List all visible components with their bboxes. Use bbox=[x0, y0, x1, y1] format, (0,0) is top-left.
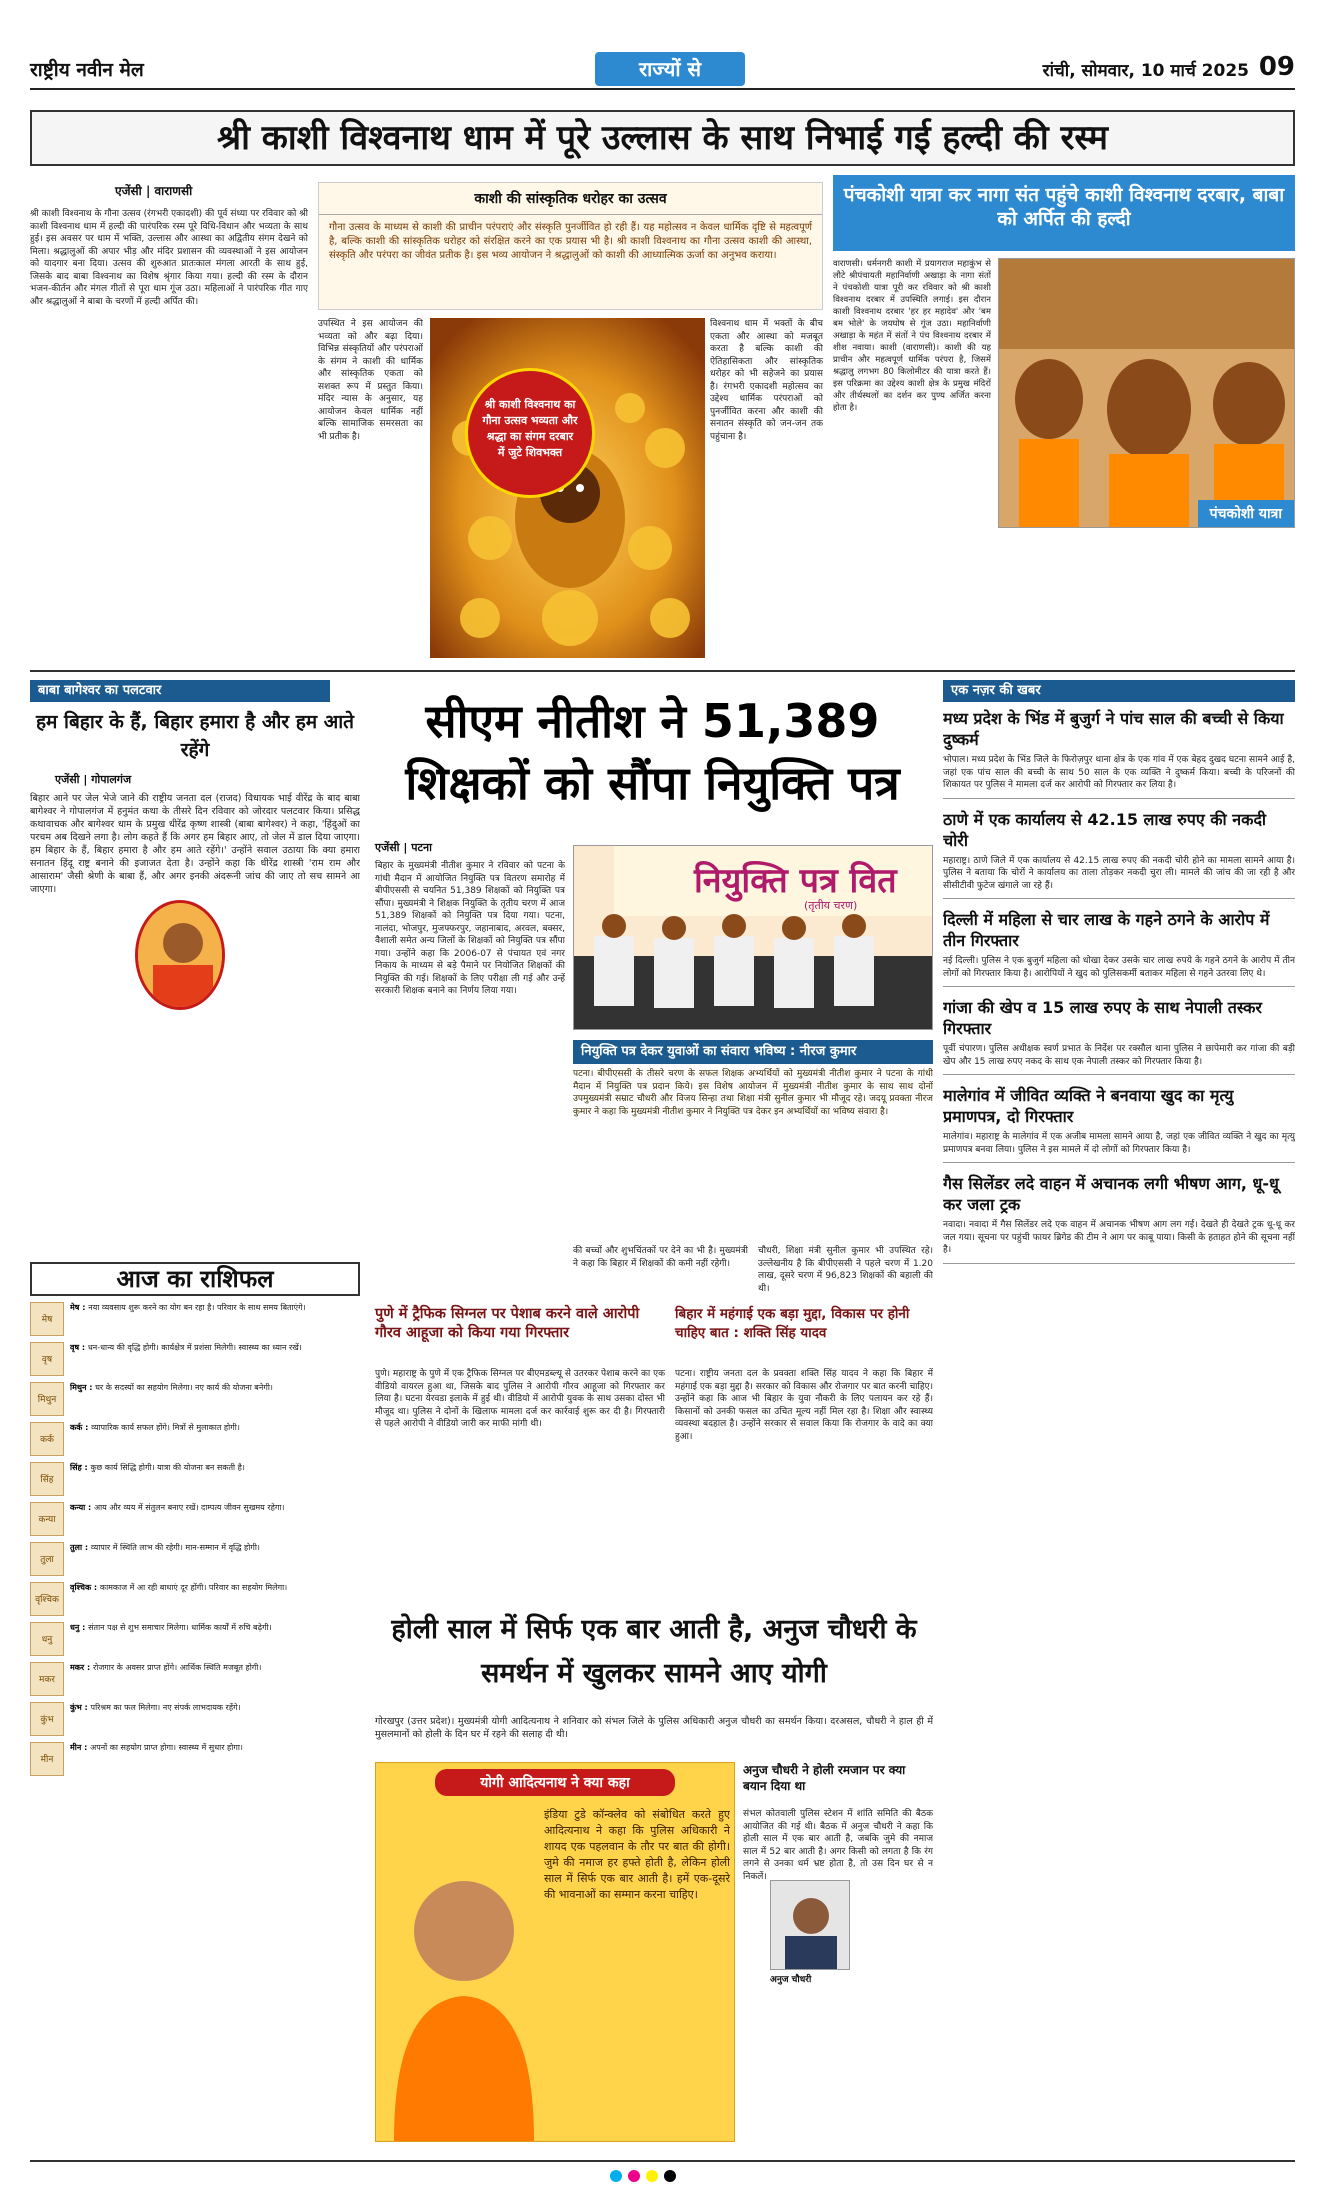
rashifal-sign-text: नया व्यवसाय शुरू करने का योग बन रहा है। परिवार के साथ समय बिताएंगे। bbox=[88, 1303, 306, 1312]
rashifal-item bbox=[30, 1742, 360, 1776]
registration-marks bbox=[610, 2170, 676, 2182]
rashifal-sign-name: कुंभ : bbox=[70, 1703, 91, 1712]
zodiac-icon: मीन bbox=[30, 1742, 64, 1776]
rashifal-sign-text: परिश्रम का फल मिलेगा। नए संपर्क लाभदायक रहेंगे। bbox=[90, 1703, 241, 1712]
rashifal-text bbox=[70, 1582, 287, 1616]
rashifal-text bbox=[70, 1502, 284, 1536]
lead-body-col2: उपस्थित ने इस आयोजन की भव्यता को और बढ़ा दिया। विभिन्न संस्कृतियों और परंपराओं के संगम ने काशी की धार्मिक और सांस्कृतिक एकता को सशक्त रूप में प्रस्तुत किया। मंदिर न्यास के अनुसार, यह आयोजन केवल धार्मिक नहीं बल्कि सामाजिक समरसता का भी प्रतीक है। bbox=[318, 319, 423, 442]
ek-nazar-label: एक नज़र की खबर bbox=[943, 680, 1295, 702]
rashifal-sign-name: मिथुन : bbox=[70, 1383, 96, 1392]
zodiac-icon: मेष bbox=[30, 1302, 64, 1336]
ek-nazar-list bbox=[943, 708, 1295, 2148]
news-brief bbox=[943, 1173, 1295, 1264]
rashifal-item bbox=[30, 1582, 360, 1616]
rashifal-text bbox=[70, 1702, 241, 1736]
rashifal-text bbox=[70, 1662, 261, 1696]
culture-box bbox=[318, 182, 823, 310]
rashifal-text bbox=[70, 1542, 260, 1576]
news-brief-headline: गैस सिलेंडर लदे वाहन में अचानक लगी भीषण आग, धू-धू कर जला ट्रक bbox=[943, 1174, 1279, 1214]
anuj-photo bbox=[770, 1880, 850, 1970]
rashifal-text bbox=[70, 1382, 273, 1416]
holi-intro: गोरखपुर (उत्तर प्रदेश)। मुख्यमंत्री योगी आदित्यनाथ ने शनिवार को संभल जिले के पुलिस अधिकारी अनुज चौधरी का समर्थन किया। दरअसल, चौधरी ने हाल ही में मुसलमानों को होली के दिन घर में रहने की सलाह दी थी। bbox=[375, 1716, 933, 1740]
rashifal-title: आज का राशिफल bbox=[30, 1262, 360, 1296]
yogi-label: योगी आदित्यनाथ ने क्या कहा bbox=[435, 1769, 675, 1796]
zodiac-icon: धनु bbox=[30, 1622, 64, 1656]
yogi-photo bbox=[384, 1821, 544, 2141]
rashifal-sign-text: संतान पक्ष से शुभ समाचार मिलेगा। धार्मिक कार्यों में रुचि बढ़ेगी। bbox=[88, 1623, 272, 1632]
news-brief bbox=[943, 1085, 1295, 1163]
rashifal-sign-text: रोजगार के अवसर प्राप्त होंगे। आर्थिक स्थिति मजबूत होगी। bbox=[92, 1663, 262, 1672]
pune-headline: पुणे में ट्रैफिक सिग्नल पर पेशाब करने वाले आरोपी गौरव आहूजा को किया गया गिरफ्तार bbox=[375, 1306, 640, 1341]
zodiac-icon: कुंभ bbox=[30, 1702, 64, 1736]
news-brief-text: भोपाल। मध्य प्रदेश के भिंड जिले के फिरोज़पुर थाना क्षेत्र के एक गांव में एक बेहद दुखद घटना सामने आई है, जहां एक पांच साल की बच्ची के साथ 50 साल के एक व्यक्ति ने दुष्कर्म किया। बच्ची के परिजनों की शिकायत पर पुलिस ने मामला दर्ज कर आरोपी को गिरफ्तार कर लिया है। bbox=[943, 755, 1295, 790]
haldi-ceremony-image bbox=[430, 318, 705, 658]
news-brief-text: मालेगांव। महाराष्ट्र के मालेगांव में एक अजीब मामला सामने आया है, जहां एक जीवित व्यक्ति ने खुद का मृत्यु प्रमाणपत्र बनवा लिया। पुलिस ने इस मामले में दो लोगों को गिरफ्तार किया है। bbox=[943, 1132, 1295, 1155]
rashifal-text bbox=[70, 1462, 245, 1496]
nitish-headline-text: सीएम नीतीश ने 51,389 शिक्षकों को सौंपा नियुक्ति पत्र bbox=[405, 694, 900, 810]
zodiac-icon: कन्या bbox=[30, 1502, 64, 1536]
rashifal-text bbox=[70, 1302, 306, 1336]
yogi-text: इंडिया टुडे कॉन्क्लेव को संबोधित करते हुए आदित्यनाथ ने कहा कि पुलिस अधिकारी ने शायद एक पहलवान के तौर पर बात की होगी। जुमे की नमाज हर हफ्ते होती है, लेकिन होली साल में सिर्फ एक बार आती है। हमें एक-दूसरे की भावनाओं का सम्मान करना चाहिए। bbox=[544, 1808, 730, 1901]
rashifal-item bbox=[30, 1502, 360, 1536]
rashifal-sign-name: कन्या : bbox=[70, 1503, 94, 1512]
rashifal-item bbox=[30, 1382, 360, 1416]
bageshwar-label: बाबा बागेश्वर का पलटवार bbox=[30, 680, 330, 702]
nitish-photo bbox=[573, 845, 933, 1030]
rashifal-item bbox=[30, 1542, 360, 1576]
lead-byline: एजेंसी | वाराणसी bbox=[115, 184, 193, 198]
zodiac-icon: वृश्चिक bbox=[30, 1582, 64, 1616]
rashifal-item bbox=[30, 1462, 360, 1496]
news-brief bbox=[943, 809, 1295, 900]
news-brief bbox=[943, 708, 1295, 799]
banner-text: नियुक्ति पत्र वित bbox=[694, 861, 897, 901]
rashifal-sign-text: व्यापार में स्थिति लाभ की रहेगी। मान-सम्मान में वृद्धि होगी। bbox=[90, 1543, 260, 1552]
issue-date: रांची, सोमवार, 10 मार्च 2025 bbox=[1042, 61, 1249, 81]
rashifal-item bbox=[30, 1702, 360, 1736]
rashifal-item bbox=[30, 1302, 360, 1336]
news-brief-headline: मालेगांव में जीवित व्यक्ति ने बनवाया खुद का मृत्यु प्रमाणपत्र, दो गिरफ्तार bbox=[943, 1086, 1234, 1126]
news-brief-text: नई दिल्ली। पुलिस ने एक बुजुर्ग महिला को धोखा देकर उसके चार लाख रुपये के गहने ठगने के आरोप में तीन लोगों को गिरफ्तार किया है। आरोपियों ने खुद को पुलिसकर्मी बताकर महिला से गहने उतरवा लिए थे। bbox=[943, 956, 1295, 979]
page-number: 09 bbox=[1258, 52, 1295, 82]
zodiac-icon: कर्क bbox=[30, 1422, 64, 1456]
nitish-headline bbox=[375, 690, 930, 820]
lead-body-col3: विश्वनाथ धाम में भक्तों के बीच एकता और आस्था को मजबूत करता है बल्कि काशी की ऐतिहासिकता और सांस्कृतिक धरोहर को भी सहेजने का प्रयास है। रंगभरी एकादशी महोत्सव का उद्देश्य धार्मिक परंपराओं को पुनर्जीवित करना और काशी की सनातन संस्कृति को जन-जन तक पहुंचाना है। bbox=[710, 319, 823, 442]
rashifal-sign-name: वृष : bbox=[70, 1343, 88, 1352]
rashifal-list bbox=[30, 1302, 360, 2152]
rashifal-sign-name: वृश्चिक : bbox=[70, 1583, 100, 1592]
rashifal-sign-name: मकर : bbox=[70, 1663, 93, 1672]
panchkoshi-text: वाराणसी। धर्मनगरी काशी में प्रयागराज महाकुंभ से लौटे श्रीपंचायती महानिर्वाणी अखाड़ा के नागा संतों ने पंचकोशी यात्रा पूरी कर रविवार को श्री काशी विश्वनाथ दरबार में उपस्थिति लगाई। इस दौरान काशी विश्वनाथ दरबार 'हर हर महादेव' और 'बम बम भोले' के जयघोष से गूंज उठा। महानिर्वाणी अखाड़ा के महंत में संतों ने पंच विश्वनाथ दरबार में शीश नवाया। काशी (वाराणसी)। काशी की यह प्राचीन और महत्वपूर्ण धार्मिक परंपरा है, जिसमें श्रद्धालु लगभग 80 किलोमीटर की यात्रा करते हैं। इस परिक्रमा का उद्देश्य काशी क्षेत्र के प्रमुख मंदिरों और तीर्थस्थलों का दर्शन कर पुण्य अर्जित करना होता है। bbox=[833, 259, 991, 413]
rashifal-text bbox=[70, 1422, 240, 1456]
nitish-byline: एजेंसी | पटना bbox=[375, 841, 432, 854]
rashifal-sign-text: आय और व्यय में संतुलन बनाए रखें। दाम्पत्य जीवन सुखमय रहेगा। bbox=[94, 1503, 285, 1512]
bageshwar-photo bbox=[135, 900, 225, 1010]
brand-logo: राष्ट्रीय नवीन मेल bbox=[30, 59, 144, 81]
rashifal-sign-name: धनु : bbox=[70, 1623, 89, 1632]
news-brief-headline: दिल्ली में महिला से चार लाख के गहने ठगने के आरोप में तीन गिरफ्तार bbox=[943, 910, 1270, 950]
bageshwar-text: बिहार आने पर जेल भेजे जाने की राष्ट्रीय जनता दल (राजद) विधायक भाई वीरेंद्र के बाद बाबा बागेश्वर ने गोपालगंज में हनुमंत कथा के तीसरे दिन रविवार को जोरदार पलटवार किया। प्रसिद्ध कथावाचक और बागेश्वर धाम के प्रमुख धीरेंद्र कृष्ण शास्त्री (बाबा बागेश्वर) ने कहा, 'हिंदुओं का परचम अब दिखने लगा है। लोग कहते हैं कि अगर हम बिहार आए, तो जेल में डाल दिया जाएगा। हम बिहार के हैं, बिहार हमारा है और हम आते रहेंगे।' उन्होंने सवाल उठाया कि क्या हमारा सनातन हिंदू राष्ट्र बनाने की इजाजत देता है। उन्होंने कहा कि धीरेंद्र शास्त्री 'राम राम और आसाराम' जैसी श्रेणी के बाबा हैं, और अगर इनकी अंदरूनी जांच की जाए तो सच सामने आ जाएगा। bbox=[30, 793, 360, 895]
rashifal-item bbox=[30, 1622, 360, 1656]
yogi-box bbox=[375, 1762, 735, 2142]
rashifal-item bbox=[30, 1662, 360, 1696]
rashifal-item bbox=[30, 1342, 360, 1376]
nitish-col-right: चौधरी, शिक्षा मंत्री सुनील कुमार भी उपस्थित रहे। उल्लेखनीय है कि बीपीएससी ने पहले चरण में 1.20 लाख, दूसरे चरण में 96,823 शिक्षकों की बहाली की थी। bbox=[758, 1246, 933, 1294]
masthead bbox=[30, 50, 1295, 90]
nitish-sub-text: पटना। बीपीएससी के तीसरे चरण के सफल शिक्षक अभ्यर्थियों को मुख्यमंत्री नीतीश कुमार ने पटना के गांधी मैदान में नियुक्ति पत्र प्रदान किये। इस विशेष आयोजन में मुख्यमंत्री नीतीश कुमार के साथ साथ दोनों उपमुख्यमंत्री सम्राट चौधरी और विजय सिन्हा तथा शिक्षा मंत्री सुनील कुमार भी मौजूद रहे। जदयू प्रवक्ता नीरज कुमार ने कहा कि मुख्यमंत्री नीतीश कुमार ने नियुक्ति पत्र देकर इन अभ्यर्थियों का भविष्य संवारा है। bbox=[573, 1069, 933, 1117]
anuj-caption: अनुज चौधरी bbox=[770, 1975, 812, 1985]
news-brief-text: पूर्वी चंपारण। पुलिस अधीक्षक स्वर्ण प्रभात के निर्देश पर रक्सौल थाना पुलिस ने छापेमारी कर गांजा की बड़ी खेप और 15 लाख रुपए नकद के साथ एक नेपाली तस्कर को गिरफ्तार किया है। bbox=[943, 1044, 1295, 1067]
zodiac-icon: वृष bbox=[30, 1342, 64, 1376]
rashifal-sign-text: घर के सदस्यों का सहयोग मिलेगा। नए कार्य की योजना बनेगी। bbox=[95, 1383, 273, 1392]
footer-rule bbox=[30, 2160, 1295, 2162]
rashifal-text bbox=[70, 1342, 302, 1376]
lead-body-col1: श्री काशी विश्वनाथ के गौना उत्सव (रंगभरी एकादशी) की पूर्व संध्या पर रविवार को श्री काशी विश्वनाथ धाम में हल्दी की पारंपरिक रस्म पूरे विधि-विधान और भव्यता के साथ हुई। इस अवसर पर धाम में भक्ति, उल्लास और आस्था का अद्वितीय संगम देखने को मिला। श्रद्धालुओं की अपार भीड़ और मंदिर प्रशासन की व्यवस्थाओं ने इस आयोजन को यादगार बना दिया। उत्सव की शुरुआत प्रातःकाल मंगला आरती के साथ हुई, जिसके बाद बाबा विश्वनाथ का विशेष श्रृंगार किया गया। हल्दी की रस्म के दौरान भजन-कीर्तन और मंगल गीतों से पूरा धाम गूंज उठा। महिलाओं ने पारंपरिक गीत गाए और श्रद्धालुओं ने बाबा के चरणों में हल्दी अर्पित की। bbox=[30, 209, 308, 307]
news-brief bbox=[943, 997, 1295, 1075]
lead-headline: श्री काशी विश्वनाथ धाम में पूरे उल्लास के साथ निभाई गई हल्दी की रस्म bbox=[30, 110, 1295, 166]
rashifal-item bbox=[30, 1422, 360, 1456]
culture-box-text: गौना उत्सव के माध्यम से काशी की प्राचीन परंपराएं और संस्कृति पुनर्जीवित हो रही हैं। यह महोत्सव न केवल धार्मिक दृष्टि से महत्वपूर्ण है, बल्कि काशी की सांस्कृतिक धरोहर को संरक्षित करने का एक प्रयास भी है। श्री काशी विश्वनाथ का गौना उत्सव काशी की आस्था, संस्कृति और परंपरा का जीवंत प्रतीक है। इस भव्य आयोजन ने श्रद्धालुओं को काशी की आध्यात्मिक ऊर्जा का अनुभव कराया। bbox=[329, 222, 812, 261]
rashifal-sign-name: मीन : bbox=[70, 1743, 91, 1752]
naga-sadhu-image bbox=[999, 259, 1295, 528]
zodiac-icon: मिथुन bbox=[30, 1382, 64, 1416]
rashifal-sign-name: मेष : bbox=[70, 1303, 89, 1312]
nitish-text: बिहार के मुख्यमंत्री नीतीश कुमार ने रविवार को पटना के गांधी मैदान में आयोजित नियुक्ति पत्र वितरण समारोह में बीपीएससी से चयनित 51,389 शिक्षकों को नियुक्ति पत्र सौंपा। मुख्यमंत्री ने शिक्षक नियुक्ति के तृतीय चरण में आज 51,389 शिक्षकों को नियुक्ति पत्र दिया गया। पटना, नालंदा, भोजपुर, मुजफ्फरपुर, जहानाबाद, अरवल, बक्सर, वैशाली समेत अन्य जिलों के शिक्षकों को नियुक्ति पत्र सौंपा गया। उन्होंने कहा कि 2006-07 से पंचायत एवं नगर निकाय के माध्यम से बड़े पैमाने पर नियोजित शिक्षकों की नियुक्ति की गई। शिक्षकों के लिए परीक्षा ली गई और उन्हें सरकारी शिक्षक बनाने का निर्णय लिया गया। bbox=[375, 861, 565, 996]
rashifal-sign-text: कामकाज में आ रही बाधाएं दूर होंगी। परिवार का सहयोग मिलेगा। bbox=[99, 1583, 288, 1592]
rashifal-sign-text: व्यापारिक कार्य सफल होंगे। मित्रों से मुलाकात होगी। bbox=[91, 1423, 240, 1432]
mehngai-text: पटना। राष्ट्रीय जनता दल के प्रवक्ता शक्ति सिंह यादव ने कहा कि बिहार में महंगाई एक बड़ा मुद्दा है। सरकार को विकास और रोजगार पर बात करनी चाहिए। उन्होंने कहा कि आज भी बिहार के युवा नौकरी के लिए पलायन कर रहे हैं। किसानों को उनकी फसल का उचित मूल्य नहीं मिल रहा है। शिक्षा और स्वास्थ्य व्यवस्था बदहाल है। उन्होंने सरकार से सवाल किया कि रोजगार के वादे का क्या हुआ। bbox=[675, 1369, 933, 1442]
panchkoshi-photo bbox=[998, 258, 1295, 528]
zodiac-icon: मकर bbox=[30, 1662, 64, 1696]
panchkoshi-headline: पंचकोशी यात्रा कर नागा संत पहुंचे काशी विश्वनाथ दरबार, बाबा को अर्पित की हल्दी bbox=[833, 175, 1295, 251]
news-brief-headline: मध्य प्रदेश के भिंड में बुजुर्ग ने पांच साल की बच्ची से किया दुष्कर्म bbox=[943, 709, 1284, 749]
zodiac-icon: तुला bbox=[30, 1542, 64, 1576]
pune-text: पुणे। महाराष्ट्र के पुणे में एक ट्रैफिक सिग्नल पर बीएमडब्ल्यू से उतरकर पेशाब करने का एक वीडियो वायरल हुआ था, जिसके बाद पुलिस ने आरोपी गौरव आहूजा को गिरफ्तार कर लिया है। घटना येरवडा इलाके में हुई थी। वीडियो में आरोपी युवक के साथ उसका दोस्त भी मौजूद था। पुलिस ने दोनों के खिलाफ मामला दर्ज कर कार्रवाई शुरू कर दी है। गिरफ्तारी से पहले आरोपी ने वीडियो जारी कर माफी मांगी थी। bbox=[375, 1369, 665, 1429]
panchkoshi-photo-label: पंचकोशी यात्रा bbox=[1198, 500, 1294, 527]
news-brief bbox=[943, 909, 1295, 987]
anuj-text: संभल कोतवाली पुलिस स्टेशन में शांति समिति की बैठक आयोजित की गई थी। बैठक में अनुज चौधरी ने कहा कि होली साल में एक बार आती है, जबकि जुमे की नमाज साल में 52 बार आती है। अगर किसी को लगता है कि रंग लगने से उनका धर्म भ्रष्ट होता है, तो उस दिन घर से न निकलें। bbox=[743, 1809, 933, 1882]
bageshwar-headline: हम बिहार के हैं, बिहार हमारा है और हम आते रहेंगे bbox=[35, 711, 355, 761]
rashifal-sign-name: कर्क : bbox=[70, 1423, 92, 1432]
rashifal-sign-name: तुला : bbox=[70, 1543, 91, 1552]
section-label: राज्यों से bbox=[595, 52, 745, 86]
news-brief-headline: गांजा की खेप व 15 लाख रुपए के साथ नेपाली तस्कर गिरफ्तार bbox=[943, 998, 1262, 1038]
rashifal-sign-text: अपनों का सहयोग प्राप्त होगा। स्वास्थ्य में सुधार होगा। bbox=[90, 1743, 243, 1752]
news-brief-text: नवादा। नवादा में गैस सिलेंडर लदे एक वाहन में अचानक भीषण आग लग गई। देखते ही देखते ट्रक धू-धू कर जल गया। सूचना पर पहुंची फायर ब्रिगेड की टीम ने आग पर काबू पाया। किसी के हताहत होने की सूचना नहीं है। bbox=[943, 1220, 1295, 1255]
bageshwar-byline: एजेंसी | गोपालगंज bbox=[55, 773, 132, 786]
news-brief-headline: ठाणे में एक कार्यालय से 42.15 लाख रुपए की नकदी चोरी bbox=[943, 809, 1267, 850]
rashifal-text bbox=[70, 1622, 272, 1656]
section-divider bbox=[30, 670, 1295, 672]
nitish-sub-headline: नियुक्ति पत्र देकर युवाओं का संवारा भविष्य : नीरज कुमार bbox=[573, 1040, 933, 1064]
zodiac-icon: सिंह bbox=[30, 1462, 64, 1496]
lead-photo bbox=[430, 318, 705, 658]
banner-sub: (तृतीय चरण) bbox=[804, 899, 858, 912]
holi-headline: होली साल में सिर्फ एक बार आती है, अनुज चौधरी के समर्थन में खुलकर सामने आए योगी bbox=[391, 1614, 917, 1689]
rashifal-sign-name: सिंह : bbox=[70, 1463, 91, 1472]
mehngai-headline: बिहार में महंगाई एक बड़ा मुद्दा, विकास पर होनी चाहिए बात : शक्ति सिंह यादव bbox=[675, 1306, 910, 1341]
rashifal-sign-text: कुछ कार्य सिद्धि होगी। यात्रा की योजना बन सकती है। bbox=[90, 1463, 245, 1472]
culture-box-title: काशी की सांस्कृतिक धरोहर का उत्सव bbox=[319, 183, 822, 215]
rashifal-text bbox=[70, 1742, 243, 1776]
lead-photo-caption: श्री काशी विश्वनाथ का गौना उत्सव भव्यता और श्रद्धा का संगम दरबार में जुटे शिवभक्त bbox=[465, 368, 595, 498]
anuj-headline: अनुज चौधरी ने होली रमजान पर क्या बयान दिया था bbox=[743, 1763, 906, 1793]
nitish-col-left: की बच्चों और शुभचिंतकों पर देने का भी है। मुख्यमंत्री ने कहा कि बिहार में शिक्षकों की कमी नहीं रहेगी। bbox=[573, 1246, 748, 1269]
news-brief-text: महाराष्ट्र। ठाणे जिले में एक कार्यालय से 42.15 लाख रुपए की नकदी चोरी होने का मामला सामने आया है। पुलिस ने बताया कि चोरों ने कार्यालय का ताला तोड़कर नकदी चुरा ली। मामले की जांच की जा रही है और सीसीटीवी फुटेज खंगाले जा रहे हैं। bbox=[943, 855, 1295, 891]
rashifal-sign-text: धन-धान्य की वृद्धि होगी। कार्यक्षेत्र में प्रशंसा मिलेगी। स्वास्थ्य का ध्यान रखें। bbox=[87, 1343, 302, 1352]
